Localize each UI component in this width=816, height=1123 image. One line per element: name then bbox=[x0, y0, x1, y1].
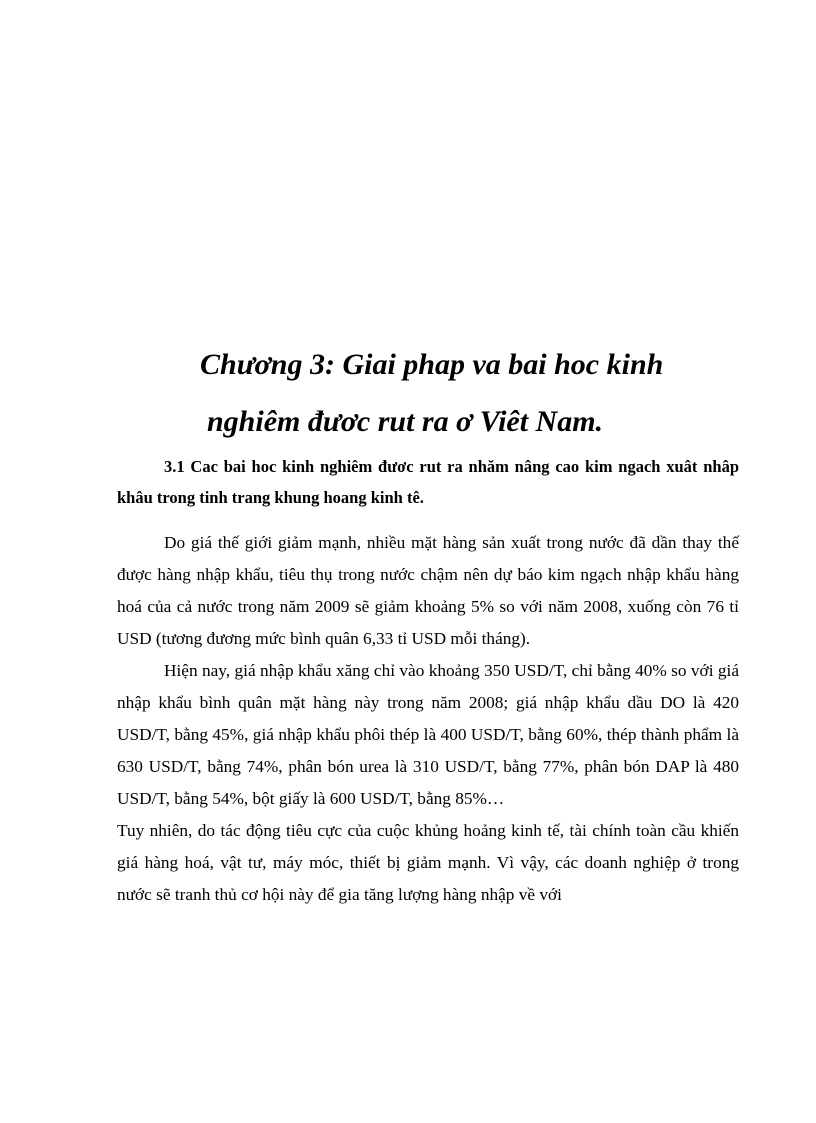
paragraph: Do giá thế giới giảm mạnh, nhiều mặt hàng sản xuất trong nước đã dần thay thế được hàng nhập khẩu, tiêu thụ trong nước chậm nên dự báo kim ngạch nhập khẩu hàng hoá của cả nước trong năm 2009 sẽ giảm khoảng 5% so với năm 2008, xuống còn 76 tỉ USD (tương đương mức bình quân 6,33 tỉ USD mỗi tháng). bbox=[117, 533, 739, 648]
chapter-title bbox=[0, 336, 816, 450]
section-heading: 3.1 Cac bai hoc kinh nghiêm đươc rut ra nhăm nâng cao kim ngach xuât nhâp khâu trong tinh trang khung hoang kinh tê. bbox=[117, 457, 739, 507]
chapter-title-line-1: Chương 3: Giai phap va bai hoc kinh bbox=[200, 348, 664, 381]
paragraph: Hiện nay, giá nhập khẩu xăng chỉ vào khoảng 350 USD/T, chỉ bằng 40% so với giá nhập khẩu bình quân mặt hàng này trong năm 2008; giá nhập khẩu dầu DO là 420 USD/T, bằng 45%, giá nhập khẩu phôi thép là 400 USD/T, bằng 60%, thép thành phẩm là 630 USD/T, bằng 74%, phân bón urea là 310 USD/T, bằng 77%, phân bón DAP là 480 USD/T, bằng 54%, bột giấy là 600 USD/T, bằng 85%… bbox=[117, 661, 739, 808]
paragraph: Tuy nhiên, do tác động tiêu cực của cuộc khủng hoảng kinh tế, tài chính toàn cầu khiến giá hàng hoá, vật tư, máy móc, thiết bị giảm mạnh. Vì vậy, các doanh nghiệp ở trong nước sẽ tranh thủ cơ hội này để gia tăng lượng hàng nhập về với bbox=[117, 821, 739, 904]
chapter-title-line-2: nghiêm đươc rut ra ơ Viêt Nam. bbox=[207, 405, 604, 438]
body-text bbox=[117, 527, 739, 911]
